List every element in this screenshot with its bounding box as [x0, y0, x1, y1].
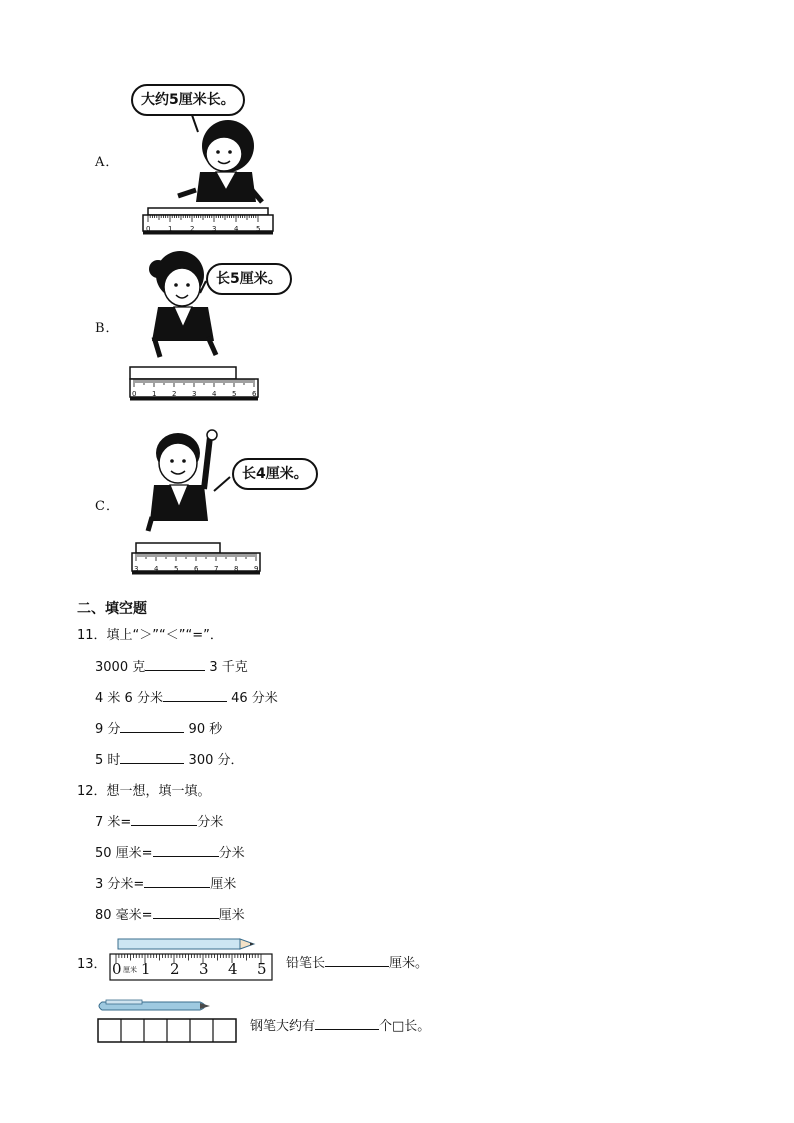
option-c-label: C．	[95, 499, 120, 514]
ruler-number: 3	[192, 390, 197, 398]
answer-blank[interactable]	[131, 813, 197, 826]
pen-boxes-illustration	[94, 998, 244, 1048]
question-13-number: 13．	[77, 957, 107, 972]
ruler-number: 4	[228, 960, 238, 978]
ruler-number: 4	[212, 390, 217, 398]
q11-item: 3000 克 3 千克	[95, 660, 248, 675]
ruler-number: 5	[257, 960, 267, 978]
question-12-stem: 12．想一想，填一填。	[77, 784, 211, 799]
answer-blank[interactable]	[144, 875, 210, 888]
ruler-number: 1	[152, 390, 157, 398]
q13-pencil-question: 铅笔长 厘米。	[286, 956, 429, 971]
answer-blank[interactable]	[145, 658, 205, 671]
answer-blank[interactable]	[163, 689, 227, 702]
ruler-number: 8	[234, 565, 239, 573]
option-a-label: A．	[95, 155, 120, 170]
ruler-number: 1	[141, 960, 151, 978]
answer-blank[interactable]	[153, 906, 219, 919]
q12-item: 50 厘米= 分米	[95, 846, 245, 861]
q12-item: 80 毫米= 厘米	[95, 908, 245, 923]
ruler-number: 9	[254, 565, 259, 573]
ruler-number: 7	[214, 565, 219, 573]
ruler-number: 3	[199, 960, 209, 978]
ruler-number: 2	[170, 960, 180, 978]
answer-blank[interactable]	[153, 844, 219, 857]
option-b-illustration	[128, 245, 268, 405]
option-a-illustration	[140, 110, 280, 238]
ruler-unit: 厘米	[123, 966, 137, 974]
ruler-number: 5	[232, 390, 237, 398]
q13-pen-question: 钢笔大约有 个□长。	[250, 1019, 431, 1034]
ruler-number: 2	[190, 225, 195, 233]
ruler-number: 4	[154, 565, 159, 573]
ruler-number: 2	[172, 390, 177, 398]
option-b-label: B．	[95, 321, 120, 336]
option-b-speech-bubble: 长5厘米。	[206, 263, 292, 295]
option-c-illustration	[130, 425, 270, 585]
ruler-number: 4	[234, 225, 239, 233]
ruler-number: 3	[212, 225, 217, 233]
ruler-number: 0	[132, 390, 137, 398]
ruler-number: 5	[174, 565, 179, 573]
answer-blank[interactable]	[325, 954, 389, 967]
ruler-number: 6	[252, 390, 257, 398]
ruler-number: 6	[194, 565, 199, 573]
ruler-number: 1	[168, 225, 173, 233]
q12-item: 3 分米= 厘米	[95, 877, 237, 892]
q11-item: 4 米 6 分米 46 分米	[95, 691, 278, 706]
ruler-number: 0	[112, 960, 122, 978]
ruler-number: 3	[134, 565, 139, 573]
ruler-number: 0	[146, 225, 151, 233]
option-a-speech-bubble: 大约5厘米长。	[131, 84, 245, 116]
option-c-speech-bubble: 长4厘米。	[232, 458, 318, 490]
q12-item: 7 米= 分米	[95, 815, 224, 830]
question-11-stem: 11．填上“＞”“＜”“=”．	[77, 628, 223, 643]
ruler-number: 5	[256, 225, 261, 233]
q11-item: 9 分 90 秒	[95, 722, 223, 737]
answer-blank[interactable]	[315, 1017, 379, 1030]
answer-blank[interactable]	[120, 751, 184, 764]
q11-item: 5 时 300 分．	[95, 753, 244, 768]
section-title: 二、填空题	[77, 601, 147, 617]
answer-blank[interactable]	[120, 720, 184, 733]
